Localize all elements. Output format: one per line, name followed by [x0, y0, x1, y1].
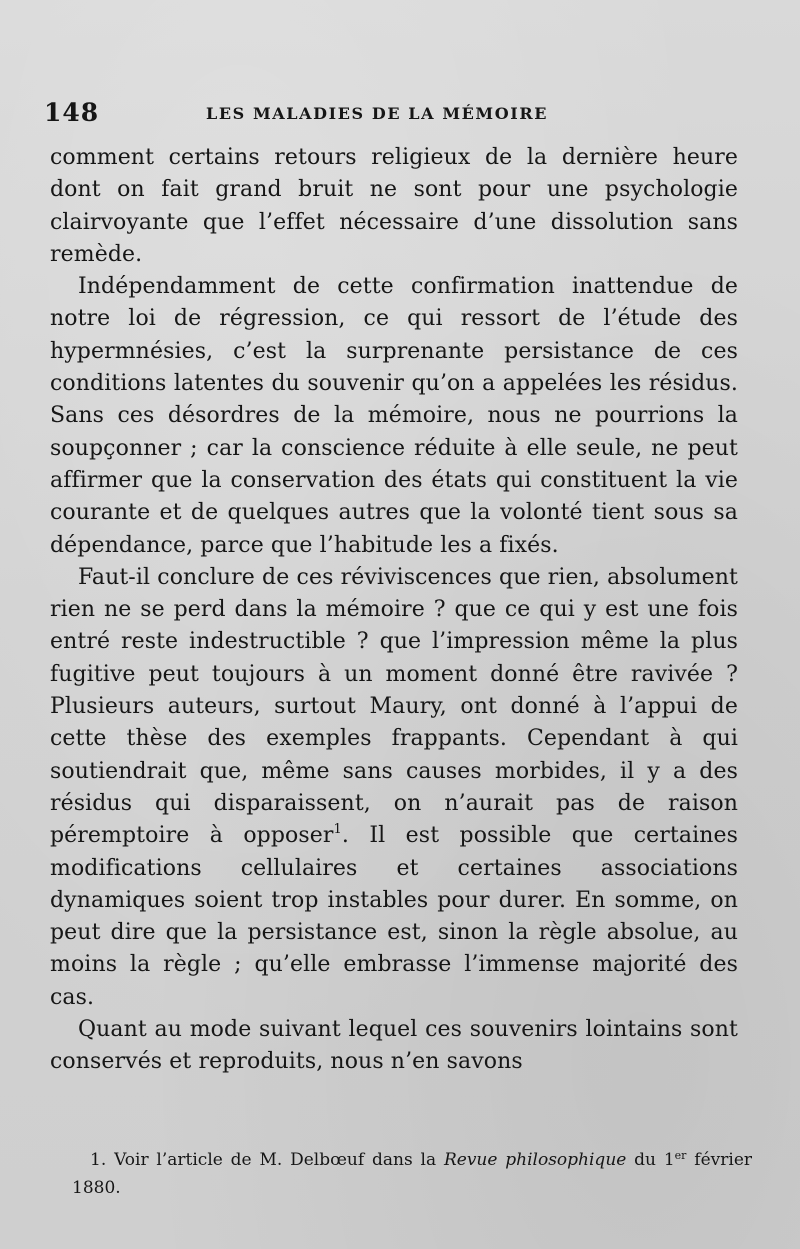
footnote-date-prefix: du 1 [634, 1150, 675, 1170]
footnote-reference: 1 [333, 822, 342, 838]
paragraph-mode-conservation: Quant au mode suivant lequel ces souvenirs lointains sont conservés et reproduits, nous n’en savons [50, 1017, 738, 1075]
running-title: LES MALADIES DE LA MÉMOIRE [206, 104, 549, 123]
paragraph-text-before-note: Faut-il conclure de ces réviviscences que rien, absolument rien ne se perd dans la mémoire ? que ce qui y est une fois entré reste indestructible ? que l’impression même la plus fugitive peut toujours à un moment donné être ravivée ? Plusieurs auteurs, surtout Maury, ont donné à l’appui de cette thèse des exemples frappants. Cependant à qui soutiendrait que, même sans causes morbides, il y a des résidus qui disparaissent, on n’aurait pas de raison péremptoire à opposer [50, 564, 738, 849]
paragraph-reviviscences [50, 562, 738, 1014]
footnote-ordinal: er [674, 1149, 687, 1162]
footnote-journal-title: Revue philosophique [443, 1150, 627, 1170]
page-header [44, 98, 744, 134]
paragraph-continuation: comment certains retours religieux de la dernière heure dont on fait grand bruit ne sont pour une psychologie clairvoyante que l’effet nécessaire d’une dissolution sans remède. [50, 145, 738, 267]
footnote [72, 1146, 752, 1202]
paragraph-text-after-note: . Il est possible que certaines modifications cellulaires et certaines associations dynamiques soient trop instables pour durer. En somme, on peut dire que la persistance est, sinon la règle absolue, au moins la règle ; qu’elle embrasse l’immense majorité des cas. [50, 823, 738, 1010]
footnote-text-before: Voir l’article de M. Delbœuf dans la [114, 1150, 437, 1170]
paragraph-hypermnesies: Indépendamment de cette confirmation inattendue de notre loi de régression, ce qui ressort de l’étude des hypermnésies, c’est la surprenante persistance de ces conditions latentes du souvenir qu’on a appelées les résidus. Sans ces désordres de la mémoire, nous ne pourrions la soupçonner ; car la conscience réduite à elle seule, ne peut affirmer que la conservation des états qui constituent la vie courante et de quelques autres que la volonté tient sous sa dépendance, parce que l’habitude les a fixés. [50, 274, 738, 558]
footnote-number: 1. [90, 1150, 107, 1170]
footnote-text [72, 1146, 752, 1202]
body-text [50, 142, 738, 1079]
page-number: 148 [44, 98, 100, 127]
footnote-date: février 1880. [72, 1150, 753, 1198]
